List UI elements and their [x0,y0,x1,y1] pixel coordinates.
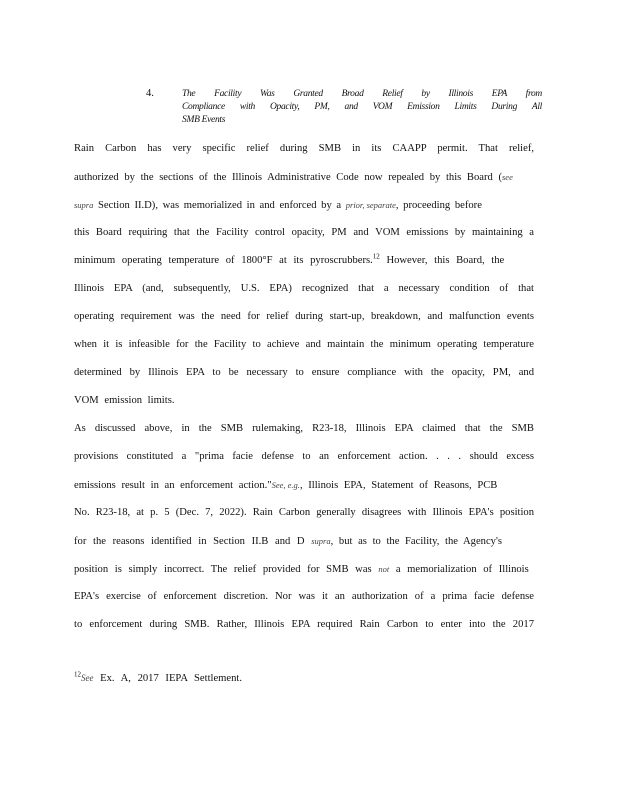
text-span: , but as to the Facility, the Agency's [330,536,503,547]
text-line: As discussed above, in the SMB rulemaking, R23-18, Illinois EPA claimed that the SMB [74,423,534,434]
emphasis: , separate [362,200,396,210]
section-number: 4. [146,88,154,99]
text-line: Illinois EPA (and, subsequently, U.S. EPA) recognized that a necessary condition of that [74,283,534,294]
citation-signal: see [502,172,513,182]
text-line [74,198,482,212]
text-line [74,254,504,268]
text-span: , proceeding before [395,200,482,211]
section-title-line: SMB Events [182,115,226,125]
text-span: authorized by the sections of the Illinois Administrative Code now repealed by this Board ( [74,172,502,183]
text-line: operating requirement was the need for relief during start-up, breakdown, and malfunction events [74,311,534,322]
text-span: , Illinois EPA, Statement of Reasons, PCB [299,480,498,491]
section-title-line: Compliance with Opacity, PM, and VOM Emission Limits During All [182,102,542,112]
text-line: when it is infeasible for the Facility to achieve and maintain the minimum operating temperature [74,339,534,350]
text-line: EPA's exercise of enforcement discretion. Nor was it an authorization of a prima facie defense [74,591,534,602]
citation-signal: supra [311,536,331,546]
text-span: a memorialization of Illinois [389,564,529,575]
text-line: VOM emission limits. [74,395,175,406]
footnote [74,670,242,684]
text-span: minimum operating temperature of 1800°F at its pyroscrubbers. [74,255,373,266]
emphasis: prior [345,200,363,210]
emphasis: not [378,564,390,574]
text-span: Section II.D), was memorialized in and enforced by a [93,200,346,211]
text-span: position is simply incorrect. The relief provided for SMB was [74,564,379,575]
text-span: However, this Board, the [379,255,505,266]
text-line [74,534,502,548]
text-line [74,562,529,576]
text-line: this Board requiring that the Facility control opacity, PM and VOM emissions by maintaining a [74,227,534,238]
footnote-marker: 12 [74,670,81,679]
text-line: provisions constituted a "prima facie defense to an enforcement action. . . . should excess [74,451,534,462]
footnote-ref[interactable]: 12 [372,252,380,261]
text-span: for the reasons identified in Section II.B and D [74,536,312,547]
citation-signal: See, e.g. [271,480,300,490]
text-line: determined by Illinois EPA to be necessary to ensure compliance with the opacity, PM, and [74,367,534,378]
text-line [74,478,497,492]
section-title [182,88,542,127]
citation-signal: supra [74,200,94,210]
citation-signal: See [81,673,94,683]
text-span: emissions result in an enforcement action." [74,480,272,491]
text-line: to enforcement during SMB. Rather, Illinois EPA required Rain Carbon to enter into the 2017 [74,619,534,630]
text-line [74,170,534,184]
text-line: Rain Carbon has very specific relief during SMB in its CAAPP permit. That relief, [74,143,534,154]
text-line: No. R23-18, at p. 5 (Dec. 7, 2022). Rain Carbon generally disagrees with Illinois EPA's position [74,507,534,518]
footnote-text: Ex. A, 2017 IEPA Settlement. [93,673,242,684]
section-title-line: The Facility Was Granted Broad Relief by Illinois EPA from [182,89,542,99]
